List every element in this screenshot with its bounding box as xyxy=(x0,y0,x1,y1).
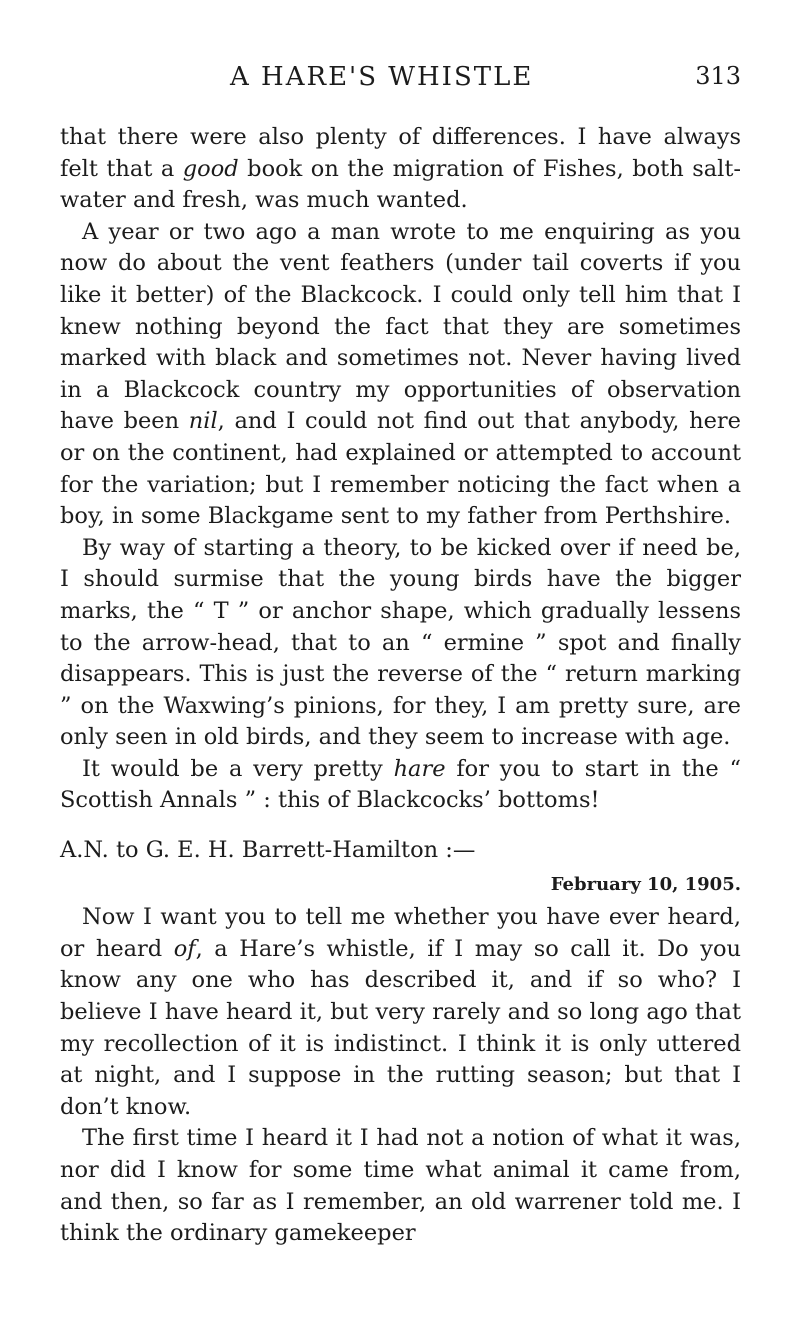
paragraph-1: that there were also plenty of differences. I have always felt that a good book on the migration of Fishes, both salt-water and fresh, was much wanted. xyxy=(60,124,741,214)
paragraph-3: By way of starting a theory, to be kicked over if need be, I should surmise that the young birds have the bigger marks, the “ T ” or anchor shape, which gradually lessens to the arrow-head, that to an “ ermine ” spot and finally disappears. This is just the reverse of the “ return marking ” on the Waxwing’s pinions, for they, I am pretty sure, are only seen in old birds, and they seem to increase with age. xyxy=(60,534,741,751)
emphasis-good: good xyxy=(182,155,239,182)
body-text xyxy=(60,122,741,1250)
running-title: A HARE'S WHISTLE xyxy=(230,62,534,92)
emphasis-hare: hare xyxy=(393,755,446,782)
running-head xyxy=(60,54,741,94)
paragraph-4: It would be a very pretty hare for you to start in the “ Scottish Annals ” : this of Blackcocks’ bottoms! xyxy=(60,755,741,814)
paragraph-2: A year or two ago a man wrote to me enquiring as you now do about the vent feathers (under tail coverts if you like it better) of the Blackcock. I could only tell him that I knew nothing beyond the fact that they are sometimes marked with black and sometimes not. Never having lived in a Blackcock country my opportunities of observation have been nil, and I could not find out that anybody, here or on the continent, had explained or attempted to account for the variation; but I remember noticing the fact when a boy, in some Blackgame sent to my father from Perthshire. xyxy=(60,218,741,530)
emphasis-of: of xyxy=(173,935,196,962)
page-number: 313 xyxy=(695,62,741,90)
emphasis-nil: nil xyxy=(188,408,218,435)
letter-date: February 10, 1905. xyxy=(550,873,741,895)
paragraph-5: Now I want you to tell me whether you have ever heard, or heard of, a Hare’s whistle, if I may so call it. Do you know any one who has described it, and if so who? I believe I have heard it, but very rarely and so long ago that my recollection of it is indistinct. I think it is only uttered at night, and I suppose in the rutting season; but that I don’t know. xyxy=(60,904,741,1120)
letter-salutation: A.N. to G. E. H. Barrett-Hamilton :— xyxy=(60,837,476,864)
paragraph-6: The first time I heard it I had not a notion of what it was, nor did I know for some time what animal it came from, and then, so far as I remember, an old warrener told me. I think the ordinary gamekeeper xyxy=(60,1125,741,1247)
